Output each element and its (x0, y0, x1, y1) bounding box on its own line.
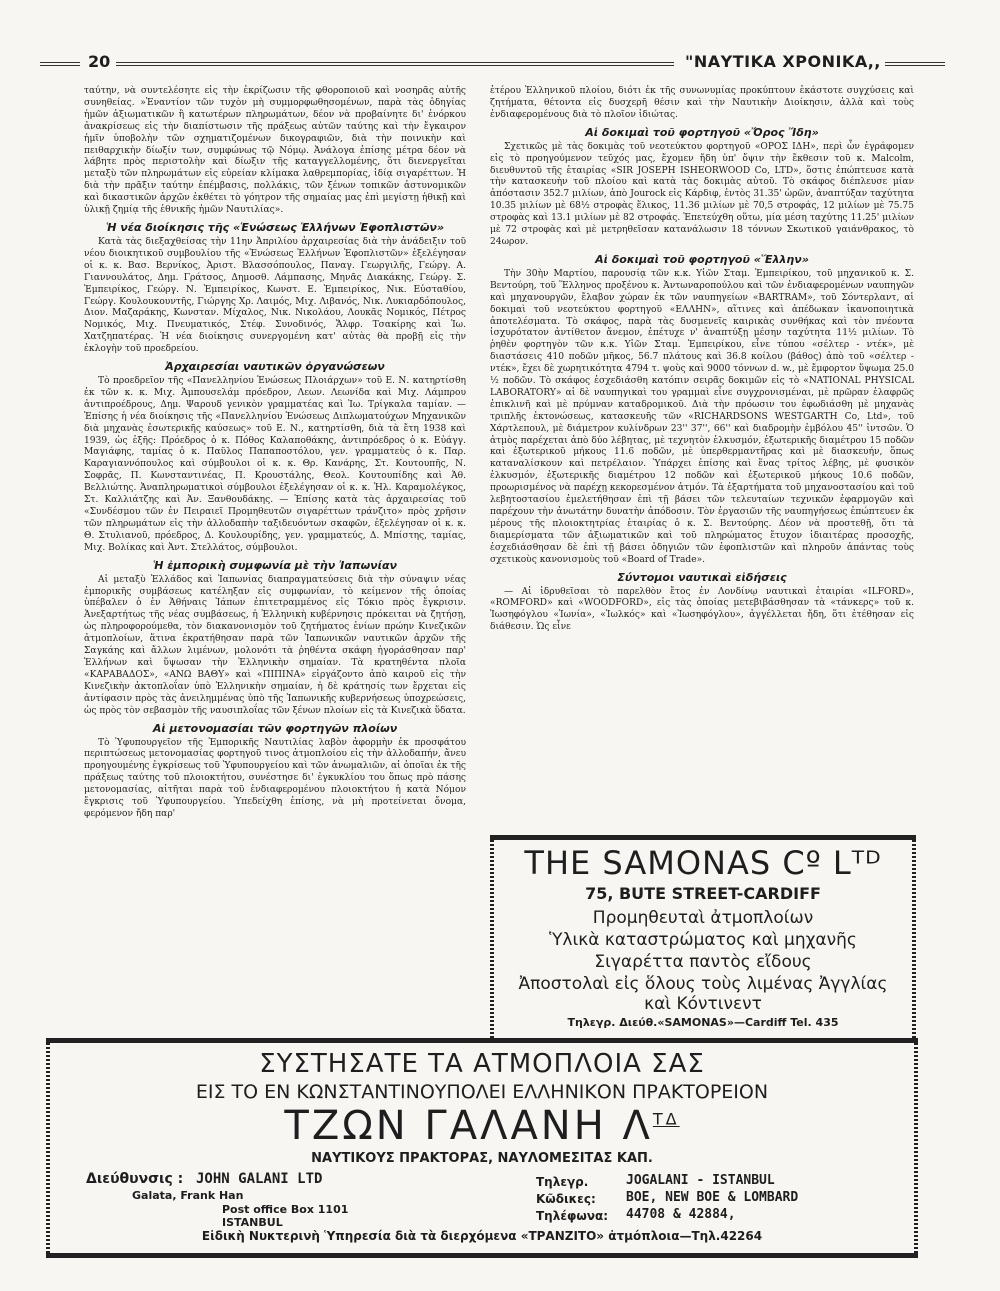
ad-line: Ἀποστολαὶ εἰς ὅλους τοὺς λιμένας Ἀγγλίας (518, 974, 888, 994)
right-column (490, 86, 914, 634)
article-heading: Ἡ ἐμπορικὴ συμφωνία μὲ τὴν Ἰαπωνίαν (152, 558, 397, 572)
ad-services: ΝΑΥΤΙΚΟΥΣ ΠΡΑΚΤΟΡΑΣ, ΝΑΥΛΟΜΕΣΙΤΑΣ ΚΑΠ. (311, 1151, 653, 1166)
article-heading: Ἡ νέα διοίκησις τῆς «Ἑνώσεως Ἑλλήνων Ἐφοπλιστῶν» (105, 220, 445, 234)
ad-line: καὶ Κόντινεντ (644, 994, 762, 1014)
header-rule-middle (116, 62, 674, 66)
article-heading: Σύντομοι ναυτικαὶ εἰδήσεις (617, 570, 787, 584)
article-text: Σχετικῶς μὲ τὰς δοκιμὰς τοῦ νεοτεύκτου φορτηγοῦ «ΟΡΟΣ ΙΔΗ», περὶ ὧν ἐγράφομεν εἰς τὸ προηγούμενον τεῦχός μας, ἔχομεν ἤδη ὑπ' ὄψιν τὴν ἔκθεσιν τοῦ κ. Malcolm, διευθυντοῦ τῆς ἑταιρίας «SIR JOSEPH ISHEORWOOD Co, LTD», ὅστις ἐπώπτευσε κατὰ τὴν κατασκευὴν τοῦ πλοίου καὶ κατὰ τὰς δοκιμὰς αὐτοῦ. Τὸ σκάφος διέπλευσε μίαν ἀπόστασιν 352.7 μιλίων, ἀπὸ Jourock εἰς Κάρδιφ, ἐντὸς 31.35' ὡρῶν, ἀναπτύξαν ταχύτητα 10.35 μιλίων μὲ 68½ στροφὰς ἕλικος, 11.36 μιλίων μὲ 70,5 στροφάς, 12 μιλίων μὲ 75.75 στροφὰς καὶ 13.1 μιλίων μὲ 82 στροφάς. Ἐπετεύχθη οὕτω, μία μέση ταχύτης 11.25' μιλίων μὲ 72 στροφὰς καὶ μὲ μετρηθεῖσαν κατανάλωσιν 18 τόννων Σκωτικοῦ γαιάνθρακος, τὸ 24ωρον. (490, 141, 914, 247)
ad-headline: ΣΥΣΤΗΣΑΤΕ ΤΑ ΑΤΜΟΠΛΟΙΑ ΣΑΣ (259, 1049, 705, 1079)
ad-line: Σιγαρέττα παντὸς εἴδους (594, 952, 812, 972)
ad-company-name: ΤΖΩΝ ΓΑΛΑΝΗ Λ (284, 1103, 653, 1149)
ad-line: Ὑλικὰ καταστρώματος καὶ μηχανῆς (549, 930, 857, 950)
article-text: Τὸ Ὑφυπουργεῖον τῆς Ἐμπορικῆς Ναυτιλίας λαβὸν ἀφορμὴν ἐκ προσφάτου περιπτώσεως μετονομασίας φορτηγοῦ τινος ἀτμοπλοίου εἰς τὴν ἀλλοδαπήν, ἄνευ προηγουμένης ἐγκρίσεως τοῦ Ὑφυπουργείου καὶ τῶν ἀνωμαλιῶν, αἱ ὁποῖαι ἐκ τῆς πράξεως ταύτης τοῦ πλοιοκτήτου, συνέστησε δι' ἐγκυκλίου του ὅπως πρὸ πάσης μετονομασίας, αἰτῆται παρὰ τοῦ ἐνδιαφερομένου πλοιοκτήτου ἡ κατὰ Νόμον ἔγκρισις τοῦ Ὑφυπουργείου. Ὑπεδείχθη ἐπίσης, νὰ μὴ προτείνεται ὄνομα, φερόμενον ἤδη παρ' (84, 737, 466, 819)
ad-subhead: ΕΙΣ ΤΟ ΕΝ ΚΩΝΣΤΑΝΤΙΝΟΥΠΟΛΕΙ ΕΛΛΗΝΙΚΟΝ ΠΡΑΚΤΟΡΕΙΟΝ (195, 1081, 769, 1103)
article-text: Τὴν 30ὴν Μαρτίου, παρουσίᾳ τῶν κ.κ. Υἱῶν Σταμ. Ἐμπειρίκου, τοῦ μηχανικοῦ κ. Σ. Βεντούρη, τοῦ Ἕλληνος προξένου κ. Ἀντωναροπούλου καὶ τῶν ἐνδιαφερομένων ναυπηγῶν καὶ μηχανουργῶν, ἔλαβον χώραν ἐκ τῶν ναυπηγείων «BARTRAM», τοῦ Σόντερλαντ, αἱ δοκιμαὶ τοῦ νεοτεύκτου φορτηγοῦ «ΕΛΛΗΝ», αἵτινες καὶ ἀπέδωκαν ἱκανοποιητικὰ ἀποτελέσματα. Τὸ σκάφος, παρὰ τὰς δυσμενεῖς καιρικὰς συνθήκας καὶ τὸν πνέοντα ἰσχυρότατον ἀντίθετον ἄνεμον, ἐπέτυχε ν' ἀναπτύξῃ μέσην ταχύτητα 11½ μιλίων. Τὸ ῥηθὲν φορτηγὸν τῶν κ.κ. Υἱῶν Σταμ. Ἐμπειρίκου, εἶνε τύπου «σέλτερ - ντέκ», μὲ διαστάσεις 410 ποδῶν μῆκος, 56.7 πλάτους καὶ 36.8 κοίλου (βάθος) ἀπὸ τοῦ «σέλτερ - ντέκ», ἔχει δὲ χωρητικότητα 4794 τ. ψοὺς καὶ 9000 τόννων d. w., μὲ ἔμφορτον ὕψωμα 25.0 ½ ποδῶν. Τὸ σκάφος ἐσχεδιάσθη κατόπιν σειρᾶς δοκιμῶν εἰς τὸ «NATIONAL PHYSICAL LABORATORY» αἱ δὲ ναυπηγικαὶ του γραμμαὶ εἶνε συγχρονισμέναι, μὲ πρῶραν ἐλαφρῶς ἐπικλινῆ καὶ μὲ πρύμναν καταδρομικοῦ. Διὰ τὴν πρόωσιν του ἐφωδιάσθη μὲ μηχανὰς τριπλῆς ἐκτονώσεως, κατασκευῆς τῶν «RICHARDSONS WESTGARTH Co, Ltd», τοῦ Χάρτλεπουλ, μὲ διάμετρον κυλίνδρων 23'' 37'', 66'' καὶ διαδρομὴν ἐμβόλου 45'' ἰντσῶν. Ὁ ἀτμὸς παρέχεται ἀπὸ δύο λέβητας, μὲ τεχνητὸν ἑλκυσμόν, ἐξωτερικῆς διαμέτρου 15 ποδῶν καὶ ἐξωτερικοῦ μήκους 11.6 ποδῶν, μὲ ὑπερθερμαντῆρας καὶ μὲ διασκευήν, ὅπως καταναλίσκουν καὶ πετρέλαιον. Ὑπάρχει ἐπίσης καὶ ἕνας τρίτος λέβης, μὲ φυσικὸν ἑλκυσμόν, ἐξωτερικῆς διαμέτρου 12 ποδῶν καὶ ἐξωτερικοῦ μήκους 10.6 ποδῶν, προωρισμένος νὰ παρέχῃ κεκορεσμένον ἀτμόν. Τὰ ἐξαρτήματα τοῦ μηχανοστασίου καὶ τοῦ λεβητοστασίου ἐμελετήθησαν ἐπὶ τῇ βάσει τῶν τελευταίων τεχνικῶν ἐφαρμογῶν καὶ παρέχουν τὴν ἀνωτάτην δυνατὴν ἀπόδοσιν. Τὸν ἐργασιῶν τῆς ναυπηγήσεως ἐπώπτευεν ἐκ μέρους τῆς πλοιοκτητρίας ἑταιρίας ὁ κ. Σ. Βεντούρης. Δέον νὰ προστεθῇ, ὅτι τὰ διαμερίσματα τῶν ἀξιωματικῶν καὶ τοῦ πληρώματος ἔτυχον ἰδιαιτέρας προσοχῆς, ἐσχεδιάσθησαν δὲ ἐπὶ τῇ βάσει ὁδηγιῶν τῶν ἐφοπλιστῶν καὶ πληροῦν ἁπάντας τοὺς σχετικοὺς κανονισμοὺς τοῦ «Board of Trade». (490, 268, 914, 565)
article-continuation-text: ἑτέρου Ἑλληνικοῦ πλοίου, διότι ἐκ τῆς συνωνυμίας προκύπτουν ἑκάστοτε συγχύσεις καὶ ζητήματα, θέτοντα εἰς δυσχερῆ θέσιν καὶ τὴν Ναυτικὴν Διοίκησιν, ἀλλὰ καὶ τοὺς ἐνδιαφερομένους διὰ τὸ πλοῖον ἰδιώτας. (490, 86, 914, 120)
ad-company-name: THE SAMONAS Cº Lᵀᴰ (524, 844, 882, 882)
header-rule-right (885, 62, 945, 66)
article-heading: Αἱ δοκιμαὶ τοῦ φορτηγοῦ «Ὄρος Ἴδη» (585, 125, 819, 139)
ad-contact: Τηλεγρ. Διεύθ.«SAMONAS»—Cardiff Tel. 435 (567, 1016, 839, 1029)
page-number: 20 (88, 52, 111, 71)
ad-tel-label: Τηλεγρ. (536, 1175, 589, 1189)
article-heading: Αἱ δοκιμαὶ τοῦ φορτηγοῦ «Ἕλλην» (595, 252, 809, 266)
article-continuation-text: ταύτην, νὰ συντελέσητε εἰς τὴν ἐκρίζωσιν τῆς φθοροποιοῦ καὶ νοσηρᾶς αὐτῆς συνηθείας. »Ἐναντίον τῶν τυχὸν μὴ συμμορφωθησομένων, παρὰ τὰς ὁδηγίας ἡμῶν ἀξιωματικῶν ἢ κατωτέρων πληρωμάτων, δέον νὰ προβαίνητε δι' ἐνόρκου ἀνακρίσεως εἰς τὴν διαπίστωσιν τῆς πράξεως αὐτῶν ταύτης καὶ τὴν ἔγκαιρον ἡμῖν ὑποβολὴν τῶν σχηματιζομένων δικογραφιῶν, διὰ τὴν ποινικὴν καὶ πειθαρχικὴν δίωξίν των, συμφώνως τῷ Νόμῳ. Ἀνάλογα ἐπίσης μέτρα δέον νὰ λάβητε πρὸς περιστολὴν καὶ δίωξιν τῆς καταγγελλομένης, ὅτι διενεργεῖται μεταξὺ τῶν πληρωμάτων εἰς εὐρείαν κλίμακα λαθρεμπορίας, ἰδίᾳ σιγαρέττων. Ἡ διὰ τὴν πρᾶξιν ταύτην ἐπέμβασις, πολλάκις, τῶν ξένων τοπικῶν ἀστυνομικῶν καὶ δικαστικῶν ἀρχῶν ἐκθέτει τὸ γόητρον τῆς σημαίας μας ἐπὶ μεγίστῃ ἠθικῇ καὶ ὑλικῇ ζημίᾳ τῆς ἐθνικῆς ἡμῶν Ναυτιλίας». (84, 86, 466, 216)
header-rule-left (40, 62, 80, 66)
ad-codes-value: BOE, NEW BOE & LOMBARD (626, 1190, 799, 1205)
ad-phones-label: Τηλέφωνα: (536, 1209, 609, 1223)
ad-address-line: Post office Box 1101 (222, 1203, 349, 1216)
ad-line: Προμηθευταὶ ἀτμοπλοίων (592, 908, 814, 928)
galani-advertisement (46, 1038, 918, 1258)
page-header (40, 52, 945, 74)
ad-address: 75, BUTE STREET-CARDIFF (585, 884, 821, 903)
ad-address-line: Galata, Frank Han (132, 1189, 244, 1202)
article-heading: Αἱ μετονομασίαι τῶν φορτηγῶν πλοίων (152, 721, 398, 735)
ad-address-name: JOHN GALANI LTD (196, 1171, 323, 1187)
article-text: Αἱ μεταξὺ Ἑλλάδος καὶ Ἰαπωνίας διαπραγματεύσεις διὰ τὴν σύναψιν νέας ἐμπορικῆς συμβάσεως κατέληξαν εἰς συμφωνίαν, τὸ κείμενον τῆς ὁποίας ὑπέβαλεν ὁ ἐν Ἀθήναις Ἰάπων ἐπιτετραμμένος εἰς Τόκιο πρὸς ἔγκρισιν. Ἀνεξαρτήτως τῆς νέας συμβάσεως, ἡ Ἑλληνικὴ κυβέρνησις πρόκειται νὰ ζητήσῃ, ὡς πληροφορούμεθα, τὸν διακανονισμὸν τοῦ ζητήματος ἐνίων πρώην Κινεζικῶν ἀτμοπλοίων, ἅτινα ἐκρατήθησαν παρὰ τῶν Ἰαπωνικῶν ναυτικῶν ἀρχῶν τῆς Σαγκάης καὶ ἄλλων λιμένων, μολονότι τὰ ῥηθέντα σκάφη ἠγοράσθησαν παρ' Ἑλλήνων καὶ ὕψωσαν τὴν Ἑλληνικὴν σημαίαν. Τὰ κρατηθέντα πλοῖα «ΚΑΡΑΒΑΔΟΣ», «ΑΝΩ ΒΑΘΥ» καὶ «ΠΙΠΙΝΑ» εἰργάζοντο ἀπὸ καιροῦ εἰς τὴν Κινεζικὴν ἀκτοπλοΐαν ὑπὸ Ἑλληνικὴν σημαίαν, ἡ δὲ κράτησίς των ἔρχεται εἰς ἀντίφασιν πρὸς τὰς ἀνειλημμένας ὑπὸ τῆς Ἰαπωνικῆς κυβερνήσεως ὑποχρεώσεις, ὡς πρὸς τὸν σεβασμὸν τῆς ναυσιπλοΐας τῶν ξένων πλοίων εἰς τὰ Κινεζικὰ ὕδατα. (84, 574, 466, 716)
ad-address-label: Διεύθυνσις : (86, 1171, 184, 1187)
article-text: Κατὰ τὰς διεξαχθείσας τὴν 11ην Ἀπριλίου ἀρχαιρεσίας διὰ τὴν ἀνάδειξιν τοῦ νέου διοικητικοῦ συμβουλίου τῆς «Ἑνώσεως Ἑλλήνων Ἐφοπλιστῶν» ἐξελέγησαν οἱ κ. κ. Βασ. Βερνίκος, Ἀριστ. Βλασσόπουλος, Παναγ. Γεωργιλῆς, Γεώργ. Α. Γιαννουλάτος, Δημ. Γράτσος, Δημοσθ. Λάμπασης, Μηνᾶς Διακάκης, Γεώργ. Σ. Ἐμπειρίκος, Γεώργ. Ν. Ἐμπειρίκος, Κωνστ. Ε. Ἐμπειρίκος, Νικ. Εὐσταθίου, Γεώργ. Κουλουκουντῆς, Γιώργης Χρ. Λαιμός, Μιχ. Λιβανός, Νικ. Λυκιαρδόπουλος, Διον. Μαζαράκης, Κωνσταν. Μίχαλος, Νικ. Νικολάου, Λουκᾶς Νομικός, Πέτρος Νομικός, Μιχ. Πνευματικός, Στέφ. Συνοδινός, Ἄλφρ. Τσακίρης καὶ Ἰω. Χατζηπατέρας. Ἡ νέα διοίκησις συνεργομένη κατ' αὐτὰς θὰ προβῇ εἰς τὴν ἐκλογὴν τοῦ προεδρείου. (84, 236, 466, 355)
ad-address-line: ISTANBUL (222, 1216, 283, 1229)
ad-company-suffix: ΤΔ (652, 1109, 680, 1129)
article-text: — Αἱ ἱδρυθεῖσαι τὸ παρελθὸν ἔτος ἐν Λονδίνῳ ναυτικαὶ ἑταιρίαι «ILFORD», «ROMFORD» καὶ «WOODFORD», εἰς τὰς ὁποίας μετεβιβάσθησαν τὰ «τάνκερς» τοῦ κ. Ἰωσηφόγλου «Ἰωνία», «Ἰωλκός» καὶ «Ἰωσηφόγλου», ἀγγέλλεται ἤδη, ὅτι ἐτέθησαν εἰς διάθεσιν. Ὡς εἶνε (490, 586, 914, 633)
ad-company (46, 1103, 918, 1149)
left-column (84, 86, 466, 821)
ad-codes-label: Κῶδικες: (536, 1192, 596, 1206)
ad-tel-value: JOGALANI - ISTANBUL (626, 1173, 775, 1188)
publication-title: "ΝΑΥΤΙΚΑ ΧΡΟΝΙΚΑ,, (685, 52, 881, 71)
article-text: Τὸ προεδρεῖον τῆς «Πανελληνίου Ἑνώσεως Πλοιάρχων» τοῦ Ε. Ν. κατηρτίσθη ἐκ τῶν κ. κ. Μιχ. Ἀμπουσελάμ πρόεδρον, Λεων. Λεωνίδα καὶ Μιχ. Λάμπρου ἀντιπροέδρους, Δημ. Ψαρουδ γενικὸν γραμματέας καὶ Ἰω. Τρίγκαλα ταμίαν. — Ἐπίσης ἡ νέα διοίκησις τῆς «Πανελληνίου Ἑνώσεως Διπλωματούχων Μηχανικῶν διὰ μηχανὰς ἐσωτερικῆς καύσεως» τοῦ Ε. Ν., κατηρτίσθη, διὰ τὰ ἔτη 1938 καὶ 1939, ὡς ἑξῆς: Πρόεδρος ὁ κ. Πόθος Καλαποθάκης, ἀντιπρόεδρος ὁ κ. Εὐάγγ. Μαγιάφης, ταμίας ὁ κ. Παῦλος Παπαποστόλου, γεν. γραμματεὺς ὁ κ. Παρ. Καραγιαννόπουλος καὶ σύμβουλοι οἱ κ. κ. Θρ. Κανάρης, Στ. Κουτουπῆς, Ν. Σοφρᾶς, Π. Κωνσταντινέας, Π. Κρουστάλης, Θεολ. Κουτουπίδης καὶ Ἀθ. Βελλιώτης. Ἀναπληρωματικοὶ σύμβουλοι ἐξελέγησαν οἱ κ. κ. Ἠλ. Καραμολέγκος, Στ. Καλλιάτζης καὶ Ἀν. Ξανθουδάκης. — Ἐπίσης κατὰ τὰς ἀρχαιρεσίας τοῦ «Συνδέσμου τῶν ἐν Πειραιεῖ Προμηθευτῶν σιγαρέττων τράνζιτο» πρὸς χρῆσιν τῶν πληρωμάτων εἰς τὴν ἀλλοδαπὴν ταξιδευόντων σκαφῶν, ἐξελέγησαν οἱ κ. κ. Θ. Στυλιανοῦ, πρόεδρος, Δ. Κουλουρίδης, γεν. γραμματεύς, Δ. Μπίστης, ταμίας, Μιχ. Βολίκας καὶ Ἀντ. Στελλάτος, σύμβουλοι. (84, 376, 466, 553)
samonas-advertisement (490, 835, 916, 1043)
article-heading: Ἀρχαιρεσίαι ναυτικῶν ὀργανώσεων (165, 360, 385, 374)
ad-phones-value: 44708 & 42884, (626, 1207, 736, 1222)
ad-footer: Εἰδικὴ Νυκτερινὴ Ὑπηρεσία διὰ τὰ διερχόμενα «ΤΡΑΝΖΙΤΟ» ἀτμόπλοια—Τηλ.42264 (201, 1229, 763, 1243)
